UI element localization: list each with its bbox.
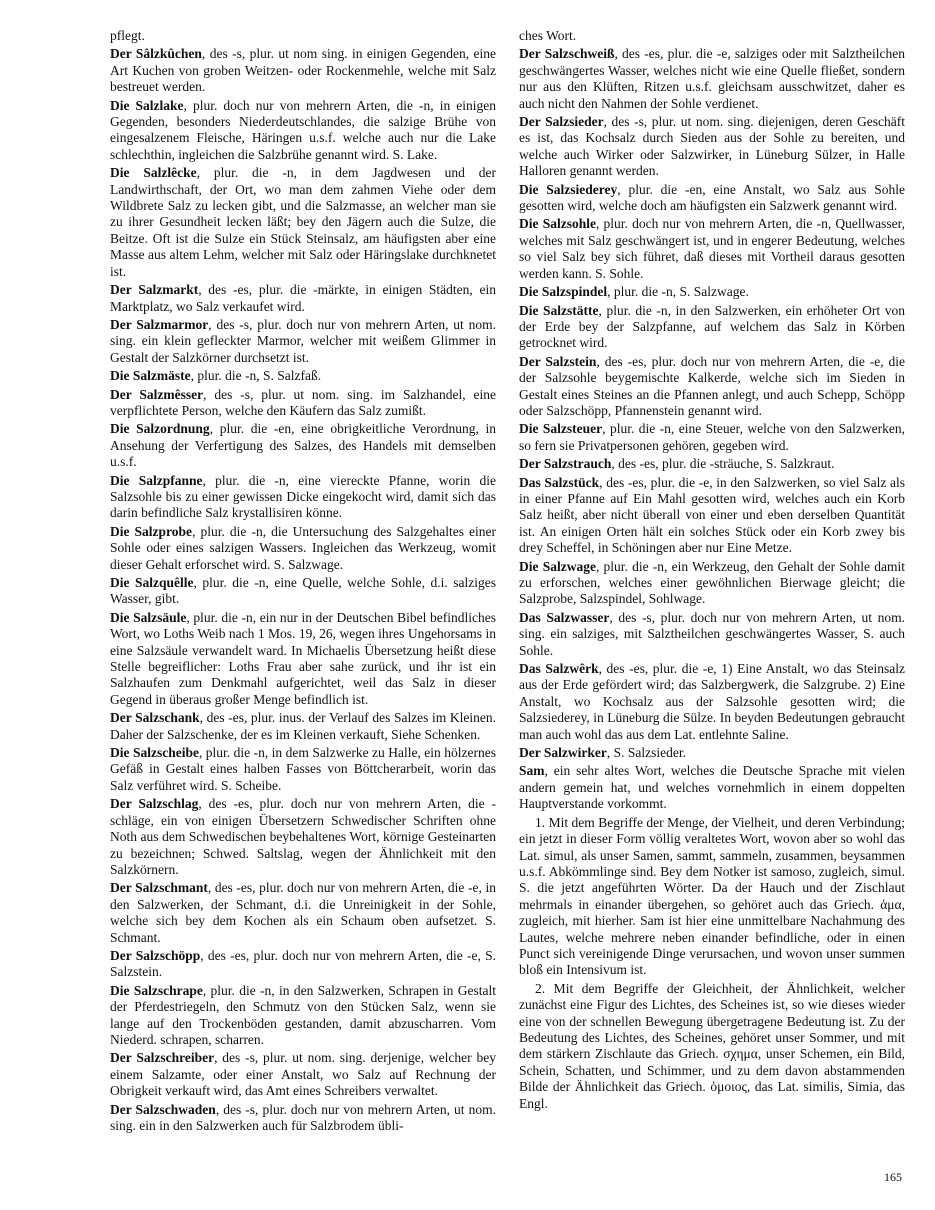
dictionary-entry xyxy=(110,524,496,573)
entry-text: , plur. die -n, in den Salzwerken, Schrapen in Gestalt der Pferdestriegeln, den Schmutz von den Stücken Salz, wenn sie lange auf den Trockenböden gestanden, damit abzuscharren. Vom Niederd. schrapen, scharren. xyxy=(110,982,496,1047)
entry-headword: Das Salzwêrk xyxy=(519,661,599,677)
dictionary-entry xyxy=(110,983,496,1049)
entry-headword: Der Salzschöpp xyxy=(110,947,201,963)
entry-text: , S. Salzsieder. xyxy=(606,745,686,761)
entry-text: , plur. die -n, eine Quelle, welche Sohle, d.i. salziges Wasser, gibt. xyxy=(110,575,497,607)
entry-headword: Die Salzschrape xyxy=(110,982,203,998)
entry-headword: Der Salzschwaden xyxy=(110,1101,216,1117)
entry-text: , ein sehr altes Wort, welches die Deutsche Sprache mit vielen andern gemein hat, und welches vornehmlich in einem doppelten Hauptverstande vorkommt. xyxy=(519,763,905,812)
entry-text: , plur. die -n, ein nur in der Deutschen Bibel befindliches Wort, wo Loths Weib nach 1 Mos. 19, 26, wegen ihres Ungehorsams in eine Salzsäule verwandelt ward. In Michaelis Übersetzung heißt diese Stelle begreiflicher: Loths Frau aber sahe zurück, und ihr ist ein Salzhaufen zum Denkmahl aufgerichtet, weil das Salz in dieser Gegend in überaus großer Menge befindlich ist. xyxy=(110,609,497,707)
entry-headword: Die Salzordnung xyxy=(110,421,210,437)
dictionary-entry xyxy=(110,421,496,470)
dictionary-entry xyxy=(519,182,905,215)
entry-headword: Die Salzspindel xyxy=(519,284,608,300)
entry-headword: Die Salzsäule xyxy=(110,609,187,625)
entry-text: , plur. die -n, S. Salzwage. xyxy=(607,284,749,300)
dictionary-entry xyxy=(110,387,496,420)
entry-text: , plur. die -en, eine Anstalt, wo Salz aus Sohle gesotten wird, welche doch am häufigsten ein Salzwerk genannt wird. xyxy=(519,181,905,214)
entry-text: , des -es, plur. inus. der Verlauf des Salzes im Kleinen. Daher der Salzschenke, der es im Kleinen verkauft, Siehe Schenken. xyxy=(110,710,497,742)
entry-headword: Der Salzschreiber xyxy=(110,1050,215,1066)
dictionary-entry xyxy=(110,1050,496,1099)
entry-headword: Die Salzprobe xyxy=(110,523,193,539)
entry-text: ches Wort. xyxy=(519,28,577,43)
dictionary-entry xyxy=(110,796,496,878)
dictionary-entry xyxy=(110,745,496,794)
entry-headword: Die Salzsteuer xyxy=(519,421,603,437)
entry-text: , plur. die -n, eine viereckte Pfanne, worin die Salzsohle bis zu einer gewissen Dicke eingekocht wird, damit sich das darin befindliche Salz krystallisiren könne. xyxy=(110,472,496,521)
dictionary-entry xyxy=(110,368,496,384)
entry-headword: Das Salzwasser xyxy=(519,609,610,625)
dictionary-entry xyxy=(110,880,496,946)
entry-headword: Der Salzsieder xyxy=(519,114,604,130)
entry-headword: Die Salzpfanne xyxy=(110,472,203,488)
entry-text: 1. Mit dem Begriffe der Menge, der Vielheit, und deren Verbindung; ein jetzt in dieser Form völlig veraltetes Wort, wovon aber so wohl das Lat. simul, als unser Samen, sammt, sammeln, zusammen, beysammen u.s.f. Abkömmlinge sind. Bey dem Notker ist samoso, zugleich, simul. S. die jetzt angeführten Wörter. Da der Hauch und der Zischlaut mehrmals in einander übergehen, so gehöret auch das Griech. ἁμα, zugleich, mit hierher. Sam ist hier eine unmittelbare Nachahmung des Lautes, welche mehrere neben einander befindliche, oder in einen Punct sich vereinigende Dinge verursachen, und wovon unser summen bloß ein Intensivum ist. xyxy=(519,814,905,978)
entry-text: , des -es, plur. die -märkte, in einigen Städten, ein Marktplatz, wo Salz verkaufet wird. xyxy=(110,282,496,314)
dictionary-entry xyxy=(110,165,496,280)
right-column xyxy=(519,28,905,1114)
entry-text: , des -s, plur. ut nom. sing. derjenige, welcher bey einem Salzamte, oder einer Anstalt, wo Salz auf Rechnung der Obrigkeit verkauft wird, das Amt eines Schreibers verwaltet. xyxy=(110,1050,496,1099)
entry-headword: Sam xyxy=(519,763,545,779)
entry-headword: Die Salzsohle xyxy=(519,216,596,232)
dictionary-entry xyxy=(519,661,905,743)
entry-headword: Der Salzwirker xyxy=(519,745,607,761)
entry-headword: Die Salzscheibe xyxy=(110,745,199,761)
dictionary-entry xyxy=(519,763,905,812)
entry-text: , plur. die -n, die Untersuchung des Salzgehaltes einer Sohle oder eines salzigen Wassers. Ingleichen das Werkzeug, womit dieser Gehalt erforschet wird. S. Salzwage. xyxy=(110,523,497,572)
dictionary-entry xyxy=(110,948,496,981)
entry-headword: Der Salzmarkt xyxy=(110,282,199,298)
dictionary-entry xyxy=(519,745,905,761)
dictionary-entry xyxy=(519,46,905,112)
entry-text: , des -es, plur. die -e, in den Salzwerken, so viel Salz als in einer Pfanne auf Ein Mahl gesotten wird, welches auch ein Korb Salz heißt, aber nicht überall von einer und eben derselben Quantität ist. An einigen Orten hält ein solches Stück oder ein Korb zwey bis drey Scheffel, in Schöningen aber nur Eine Metze. xyxy=(519,474,906,556)
entry-text: , des -s, plur. ut nom. sing. diejenigen, deren Geschäft es ist, das Kochsalz durch Sieden aus der Sohle zu bereiten, und welche auch Wirker oder Salzwirker, in Lüneburg Sülzer, in Halle Halloren genannt werden. xyxy=(519,114,905,179)
dictionary-entry xyxy=(519,114,905,180)
entry-text: , des -es, plur. die -e, salziges oder mit Salztheilchen geschwängertes Wasser, welches nicht wie eine Quelle fließet, sondern nur aus den Klüften, Ritzen u.s.f. gleichsam ausschwitzet, daher es auch nicht den Nahmen der Sohle verdienet. xyxy=(519,46,905,111)
entry-text: , des -es, plur. doch nur von mehrern Arten, die -schläge, ein von einigen Übersetzern Schwedischer Schriften ohne Noth aus dem Schwedischen beybehaltenes Wort, körnige Gesteinarten zu bezeichnen; Schwed. Saltslag, wegen der Ähnlichkeit mit den Salzkörnern. xyxy=(110,796,496,877)
dictionary-entry xyxy=(519,475,905,557)
entry-headword: Der Salzschmant xyxy=(110,880,208,896)
entry-headword: Die Salzwage xyxy=(519,558,596,574)
dictionary-entry xyxy=(110,46,496,95)
entry-headword: Die Salzlake xyxy=(110,97,184,113)
entry-text: , plur. die -en, eine obrigkeitliche Verordnung, in Ansehung der Verfertigung des Salzes, des Handels mit demselben u.s.f. xyxy=(110,421,496,470)
entry-text: , des -s, plur. ut nom. sing. im Salzhandel, eine verpflichtete Person, welche den Käufern das Salz zumißt. xyxy=(110,386,497,418)
dictionary-entry xyxy=(519,284,905,300)
entry-headword: Der Sâlzkûchen xyxy=(110,46,202,62)
entry-text: , plur. die -n, in dem Salzwerke zu Halle, ein hölzernes Gefäß in Gestalt eines halben Fasses von Böttcherarbeit, worin das Salz verführet wird. S. Scheibe. xyxy=(110,745,496,793)
entry-headword: Die Salzlêcke xyxy=(110,165,197,181)
dictionary-entry xyxy=(519,559,905,608)
left-column xyxy=(110,28,496,1136)
entry-text: , plur. die -n, ein Werkzeug, den Gehalt der Sohle damit zu erforschen, welches einer gewöhnlichen Bierwage gleicht; die Salzprobe, Salzspindel, Sohlwage. xyxy=(519,558,905,607)
entry-headword: Der Salzmarmor xyxy=(110,316,209,332)
dictionary-entry xyxy=(519,815,905,979)
dictionary-entry xyxy=(110,98,496,164)
dictionary-entry xyxy=(519,303,905,352)
entry-text: , plur. doch nur von mehrern Arten, die -n, Quellwasser, welches mit Salz geschwängert ist, und in engerer Bedeutung, welches so viel Salz bey sich führet, daß dieses mit Vortheil daraus gesotten werden kann. S. Sohle. xyxy=(519,216,905,281)
entry-text: , plur. doch nur von mehrern Arten, die -n, in einigen Gegenden, besonders Niederdeutschlandes, die salzige Brühe von eingesalzenem Fleische, Häringen u.s.f. welche auch nur die Lake schlechthin, ingleichen die Salzbrühe genannt wird. S. Lake. xyxy=(110,97,496,162)
entry-text: , plur. die -n, eine Steuer, welche von den Salzwerken, so fern sie Privatpersonen gehören, gegeben wird. xyxy=(519,421,905,453)
entry-text: , des -es, plur. doch nur von mehrern Arten, die -e, S. Salzstein. xyxy=(110,947,496,980)
dictionary-entry xyxy=(519,456,905,472)
entry-text: , plur. die -n, in den Salzwerken, ein erhöheter Ort von der Erde bey der Salzpfanne, auf welchem das Salz in Körben getrocknet wird. xyxy=(519,302,905,351)
entry-headword: Das Salzstück xyxy=(519,474,600,490)
entry-headword: Die Salzmäste xyxy=(110,368,191,384)
dictionary-entry xyxy=(110,575,496,608)
dictionary-entry xyxy=(110,28,496,44)
entry-text: , des -s, plur. doch nur von mehrern Arten, ut nom. sing. ein klein gefleckter Marmor, welcher mit weißem Glimmer in Gestalt der Salzkörner durchsetzt ist. xyxy=(110,316,496,365)
entry-text: 2. Mit dem Begriffe der Gleichheit, der Ähnlichkeit, welcher zunächst eine Figur des Lichtes, des Scheines ist, so wie dieses wieder eine von der schnellen Bewegung übergetragene Bedeutung ist. Zu der Bedeutung des Lichtes, des Scheines, gehöret unser Sommer, und mit dem stärkern Zischlaute das Griech. σχημα, unser Schemen, ein Bild, Schein, Schatten, und Schimmer, und zu dem davon abstammenden Bilde der Ähnlichkeit das Griech. ὁμοιος, das Lat. similis, Simia, das Engl. xyxy=(519,980,905,1111)
dictionary-entry xyxy=(110,317,496,366)
entry-text: , plur. die -n, in dem Jagdwesen und der Landwirthschaft, der Ort, wo man dem zahmen Viehe oder dem Wildbrete Salz zu lecken gibt, und die Salzmasse, an welcher man sie zu ihrer Gesundheit lecken läßt; bey den Jägern auch die Sulze, die Beitze. Oft ist die Sulze ein Stück Steinsalz, am häufigsten aber eine Masse aus altem Lehm, welcher mit Salz oder Häringslake durchknetet ist. xyxy=(110,165,497,279)
entry-headword: Der Salzschlag xyxy=(110,796,199,812)
entry-headword: Die Salzsiederey xyxy=(519,181,618,197)
dictionary-entry xyxy=(519,28,905,44)
entry-headword: Die Salzquêlle xyxy=(110,575,194,590)
entry-text: , des -s, plur. ut nom sing. in einigen Gegenden, eine Art Kuchen von groben Weitzen- oder Rockenmehle, welche mit Salz bestreuet werden. xyxy=(110,46,497,95)
entry-text: , des -s, plur. doch nur von mehrern Arten, ut nom. sing. ein salziges, mit Salztheilchen geschwängertes Wasser, S. auch Sohle. xyxy=(519,609,905,658)
entry-headword: Der Salzstein xyxy=(519,353,597,369)
entry-headword: Die Salzstätte xyxy=(519,302,599,318)
dictionary-entry xyxy=(519,216,905,282)
dictionary-entry xyxy=(110,610,496,708)
entry-text: , des -es, plur. die -sträuche, S. Salzkraut. xyxy=(611,456,835,472)
dictionary-entry xyxy=(110,710,496,743)
entry-headword: Der Salzstrauch xyxy=(519,456,612,472)
entry-text: , plur. die -n, S. Salzfaß. xyxy=(190,368,322,384)
entry-headword: Der Salzschweiß xyxy=(519,46,615,62)
entry-text: , des -es, plur. die -e, 1) Eine Anstalt, wo das Steinsalz aus der Erde gefördert wird; das Salzbergwerk, die Salzgrube. 2) Eine Anstalt, wo Kochsalz aus der Salzsohle gesotten wird; die Salzsiederey, in Lüneburg die Sülze. In beyden Bedeutungen gebraucht man auch wohl das aus dem Lat. entlehnte Saline. xyxy=(519,661,905,742)
entry-text: , des -s, plur. doch nur von mehrern Arten, ut nom. sing. ein in den Salzwerken auch für Salzbrodem übli- xyxy=(110,1101,496,1133)
dictionary-entry xyxy=(519,610,905,659)
dictionary-entry xyxy=(110,473,496,522)
entry-headword: Der Salzschank xyxy=(110,710,200,726)
dictionary-entry xyxy=(519,354,905,420)
dictionary-entry xyxy=(519,421,905,454)
entry-text: pflegt. xyxy=(110,28,145,43)
entry-text: , des -es, plur. doch nur von mehrern Arten, die -e, in den Salzwerken, der Schmant, d.i. die Unreinigkeit in der Sohle, welche sich bey dem Kochen als ein Schaum oben aufsetzet. S. Schmant. xyxy=(110,880,496,945)
dictionary-entry xyxy=(519,981,905,1112)
page-number: 165 xyxy=(884,1170,902,1184)
dictionary-entry xyxy=(110,1102,496,1135)
entry-text: , des -es, plur. doch nur von mehrern Arten, die -e, die der Salzsohle beygemischte Kalkerde, welche sich im Sieden in Gestalt eines Steines an die Pfannen anlegt, und auch Schepp, Schöpp oder Salzschöpp, Pfannenstein genannt wird. xyxy=(519,353,905,418)
entry-headword: Der Salzmêsser xyxy=(110,386,204,402)
dictionary-entry xyxy=(110,282,496,315)
